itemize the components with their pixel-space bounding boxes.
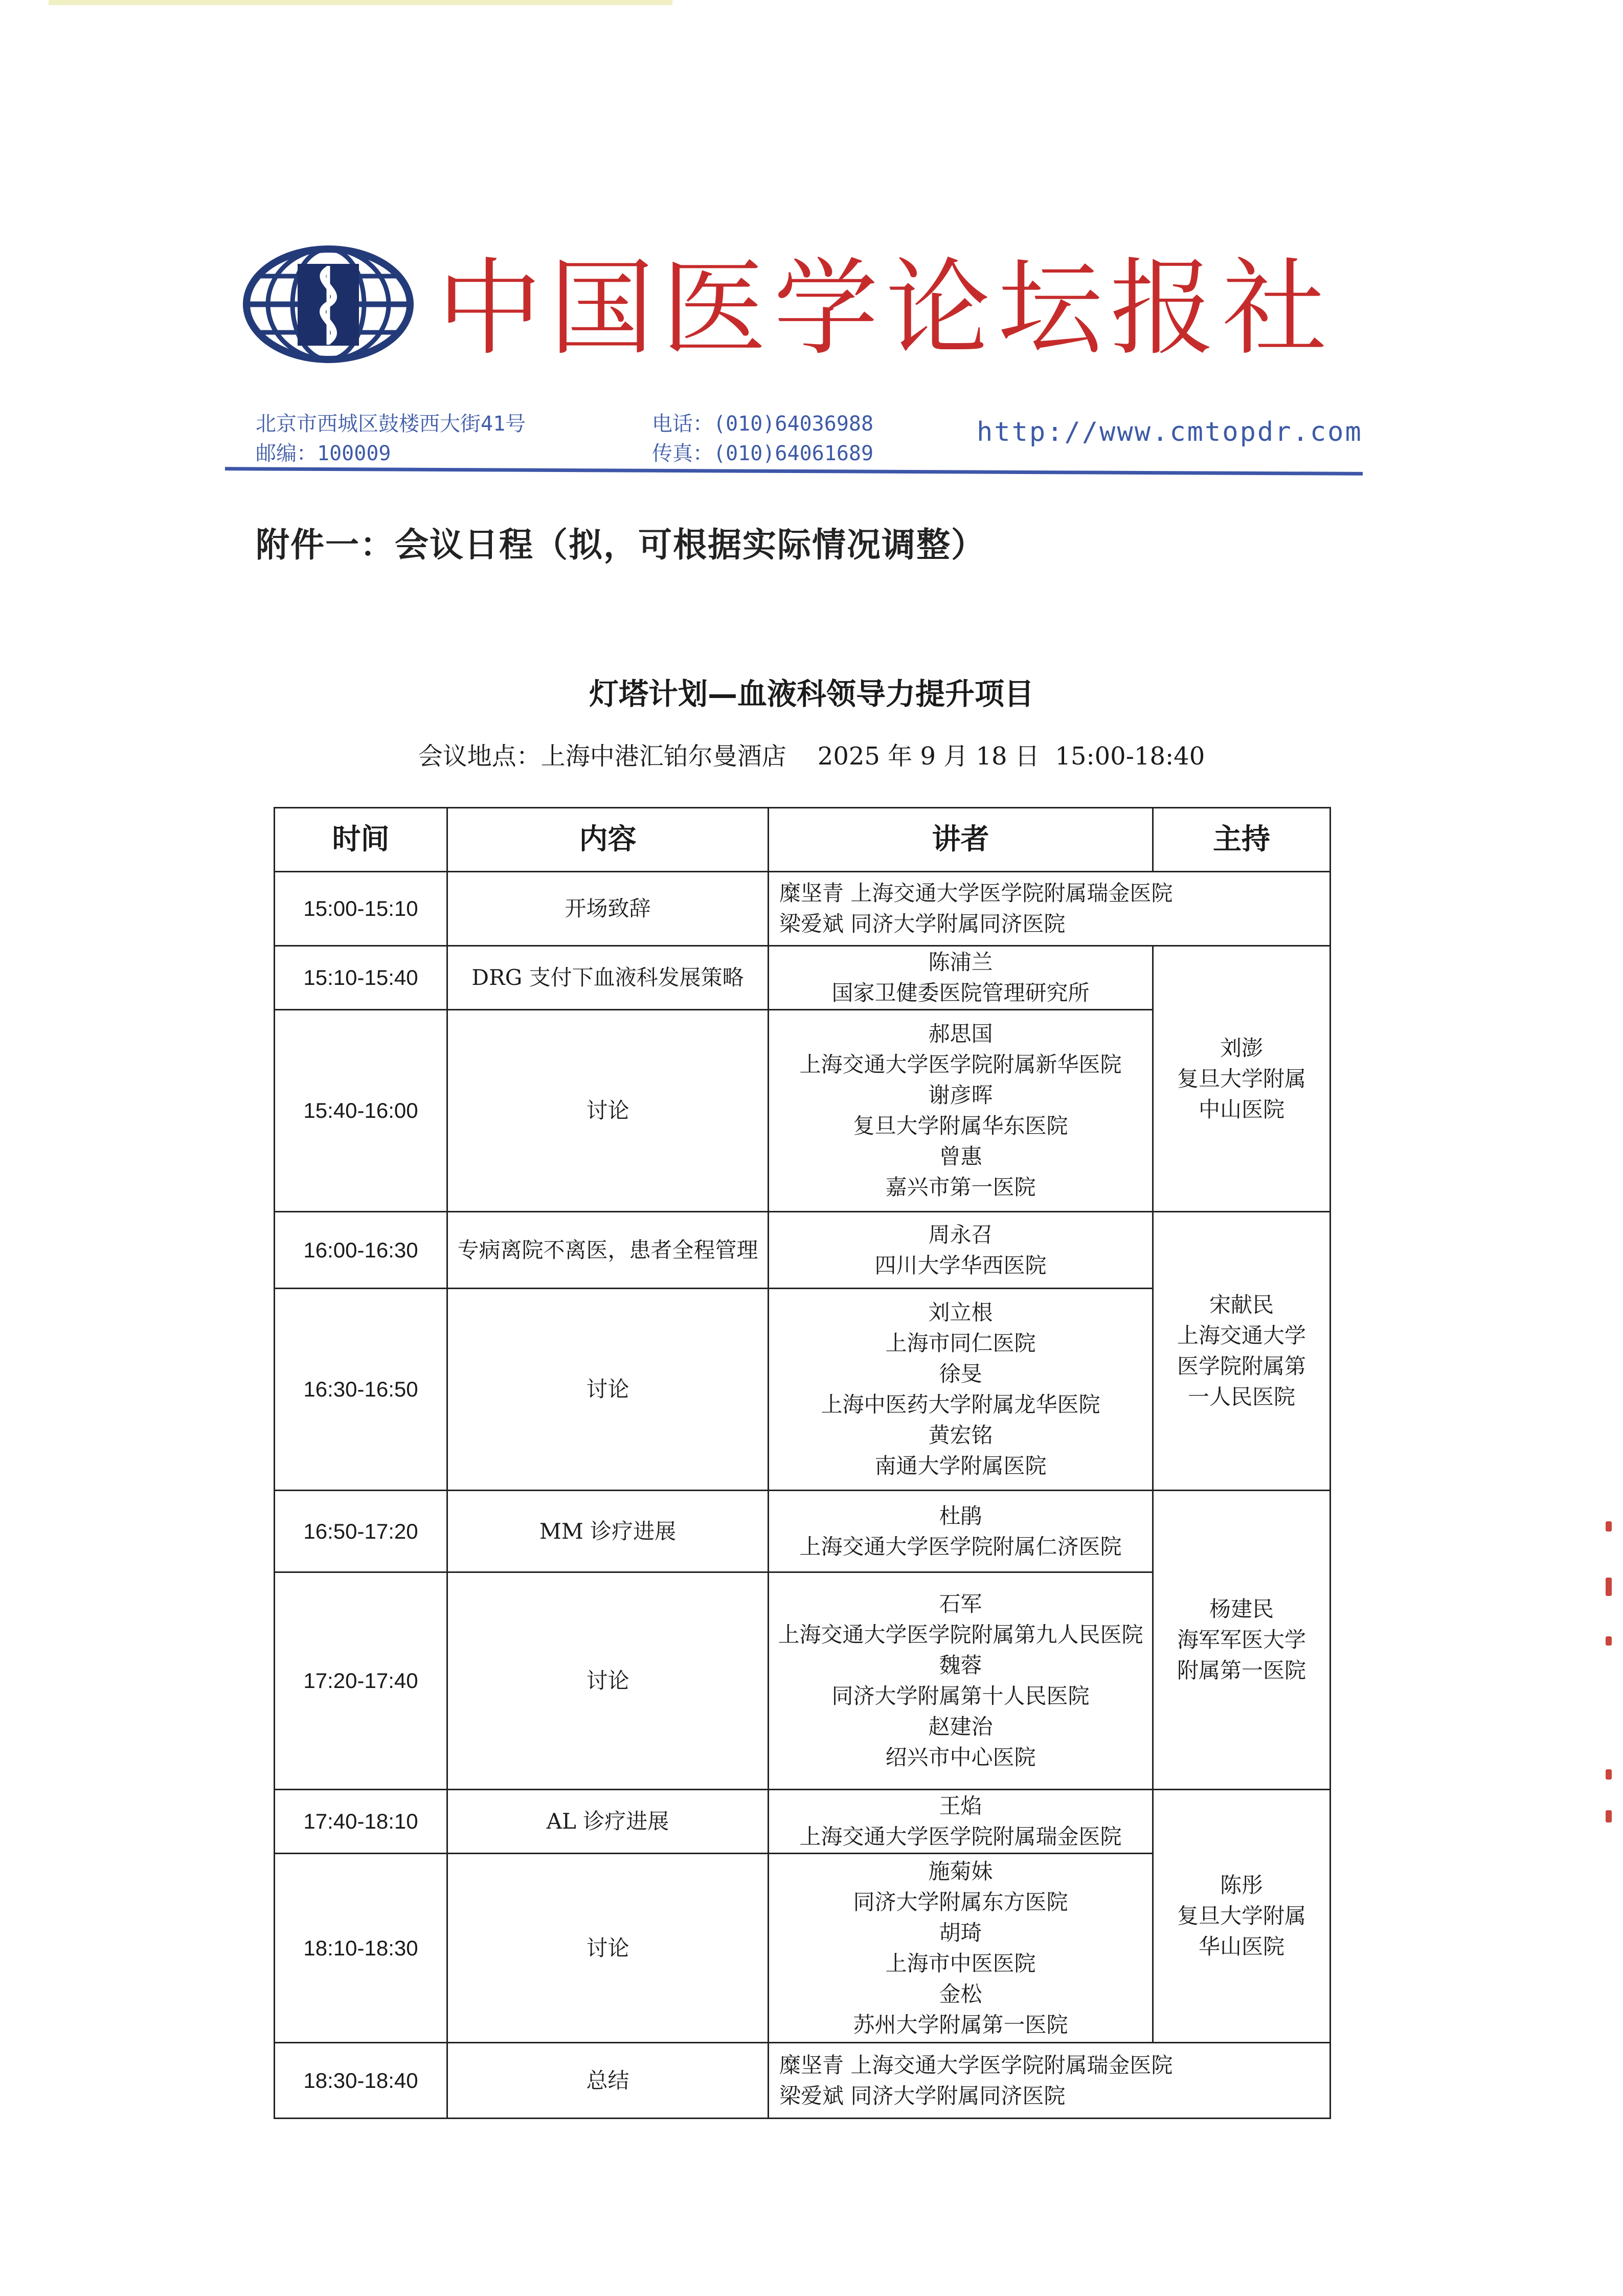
speaker-name: 郝思国 <box>928 1021 993 1046</box>
org-name-char: 国 <box>549 247 655 370</box>
speaker-affiliation: 上海交通大学医学院附属瑞金医院 <box>799 1824 1122 1849</box>
speaker-cell <box>769 2043 1331 2119</box>
content-cell: 讨论 <box>447 1572 769 1790</box>
org-name-char: 学 <box>773 247 878 370</box>
time-cell: 15:40-16:00 <box>275 1010 447 1212</box>
content-cell: 专病离院不离医，患者全程管理 <box>447 1212 769 1289</box>
time-cell: 15:10-15:40 <box>275 946 447 1010</box>
speaker-affiliation: 绍兴市中心医院 <box>885 1745 1036 1770</box>
speaker-name: 赵建治 <box>928 1714 993 1739</box>
scan-artifact-side <box>1606 1521 1612 1532</box>
speaker-affiliation: 上海交通大学医学院附属新华医院 <box>799 1052 1122 1077</box>
speaker-name: 胡琦 <box>939 1920 982 1945</box>
org-name-char: 报 <box>1110 247 1215 370</box>
meeting-title: 灯塔计划—血液科领导力提升项目 <box>589 677 1034 711</box>
speaker-name: 施菊妹 <box>928 1858 993 1884</box>
speaker-line: 梁爱斌 同济大学附属同济医院 <box>779 911 1066 936</box>
speaker-cell <box>769 872 1331 946</box>
speaker-affiliation: 苏州大学附属第一医院 <box>853 2012 1068 2037</box>
speaker-affiliation: 上海市同仁医院 <box>885 1331 1036 1356</box>
website-url: http://www.cmtopdr.com <box>977 417 1363 447</box>
speaker-affiliation: 复旦大学附属华东医院 <box>853 1113 1068 1138</box>
host-affiliation: 海军军医大学 <box>1177 1627 1306 1652</box>
time-cell: 18:10-18:30 <box>275 1854 447 2043</box>
speaker-affiliation: 上海市中医医院 <box>885 1950 1036 1976</box>
host-affiliation: 一人民医院 <box>1187 1384 1295 1409</box>
host-name: 陈彤 <box>1220 1873 1263 1898</box>
speaker-line: 梁爱斌 同济大学附属同济医院 <box>779 2083 1066 2108</box>
time-cell: 16:00-16:30 <box>275 1212 447 1289</box>
org-name-char: 坛 <box>998 247 1103 370</box>
globe-emblem-icon <box>240 244 417 365</box>
table-header-row <box>275 808 1331 872</box>
speaker-affiliation: 上海中医药大学附属龙华医院 <box>821 1392 1100 1417</box>
speaker-affiliation: 嘉兴市第一医院 <box>885 1175 1036 1200</box>
speaker-affiliation: 南通大学附属医院 <box>874 1453 1047 1478</box>
host-name: 杨建民 <box>1209 1596 1274 1622</box>
content-cell: 开场致辞 <box>447 872 769 946</box>
speaker-affiliation: 同济大学附属东方医院 <box>853 1889 1068 1915</box>
time-cell: 16:50-17:20 <box>275 1491 447 1572</box>
time-cell: 15:00-15:10 <box>275 872 447 946</box>
content-cell: MM 诊疗进展 <box>447 1491 769 1572</box>
attachment-title: 附件一：会议日程（拟，可根据实际情况调整） <box>256 525 986 565</box>
speaker-name: 杜鹃 <box>939 1503 982 1528</box>
org-name-char: 社 <box>1222 247 1327 370</box>
org-name-char: 中 <box>437 247 542 370</box>
scan-artifact-side <box>1606 1769 1612 1780</box>
scan-artifact-side <box>1606 1578 1612 1596</box>
address-block <box>256 409 526 468</box>
host-affiliation: 附属第一医院 <box>1177 1658 1306 1683</box>
speaker-affiliation: 同济大学附属第十人民医院 <box>831 1683 1090 1708</box>
letterhead <box>0 0 1623 565</box>
table-row <box>275 946 1331 1010</box>
speaker-name: 黄宏铭 <box>928 1423 993 1448</box>
speaker-cell <box>769 1572 1153 1790</box>
speaker-cell <box>769 1790 1153 1854</box>
host-affiliation: 医学院附属第 <box>1177 1354 1306 1379</box>
scan-artifact-side <box>1606 1636 1612 1646</box>
speaker-name: 魏蓉 <box>939 1653 982 1678</box>
phone-line: 电话：(010)64036988 <box>652 412 874 436</box>
host-cell <box>1153 946 1331 1212</box>
time-cell: 17:40-18:10 <box>275 1790 447 1854</box>
postcode-line: 邮编：100009 <box>256 442 391 465</box>
speaker-name: 周永召 <box>928 1222 993 1247</box>
speaker-name: 曾惠 <box>939 1144 982 1169</box>
speaker-affiliation: 国家卫健委医院管理研究所 <box>831 980 1090 1005</box>
column-header-content: 内容 <box>447 808 769 872</box>
meeting-info: 会议地点：上海中港汇铂尔曼酒店 2025 年 9 月 18 日 15:00-18:40 <box>418 742 1205 771</box>
speaker-name: 陈浦兰 <box>928 950 993 975</box>
speaker-affiliation: 上海交通大学医学院附属仁济医院 <box>799 1534 1122 1559</box>
organization-name <box>437 233 1327 370</box>
speaker-affiliation: 上海交通大学医学院附属第九人民医院 <box>778 1622 1143 1647</box>
host-name: 宋献民 <box>1209 1292 1274 1317</box>
host-cell <box>1153 1790 1331 2043</box>
time-cell: 16:30-16:50 <box>275 1289 447 1491</box>
fax-line: 传真：(010)64061689 <box>652 442 874 465</box>
org-name-char: 论 <box>886 247 991 370</box>
table-row <box>275 872 1331 946</box>
column-header-host: 主持 <box>1153 808 1331 872</box>
speaker-name: 王焰 <box>939 1793 982 1818</box>
speaker-cell <box>769 1289 1153 1491</box>
host-cell <box>1153 1491 1331 1790</box>
agenda-table <box>274 807 1331 2119</box>
content-cell: AL 诊疗进展 <box>447 1790 769 1854</box>
table-row <box>275 2043 1331 2119</box>
speaker-cell <box>769 1491 1153 1572</box>
host-affiliation: 中山医院 <box>1198 1096 1284 1122</box>
address-line: 北京市西城区鼓楼西大街41号 <box>256 412 526 436</box>
table-row <box>275 1491 1331 1572</box>
speaker-name: 石军 <box>939 1591 982 1616</box>
host-affiliation: 华山医院 <box>1198 1934 1284 1959</box>
time-cell: 18:30-18:40 <box>275 2043 447 2119</box>
host-affiliation: 上海交通大学 <box>1177 1323 1306 1348</box>
host-affiliation: 复旦大学附属 <box>1177 1903 1306 1928</box>
speaker-name: 刘立根 <box>928 1300 993 1325</box>
speaker-name: 谢彦晖 <box>928 1083 993 1108</box>
speaker-affiliation: 四川大学华西医院 <box>874 1252 1047 1278</box>
phone-block <box>652 409 873 468</box>
time-cell: 17:20-17:40 <box>275 1572 447 1790</box>
column-header-time: 时间 <box>275 808 447 872</box>
speaker-line: 糜坚青 上海交通大学医学院附属瑞金医院 <box>779 2052 1173 2078</box>
speaker-cell <box>769 1010 1153 1212</box>
host-name: 刘澎 <box>1220 1035 1263 1061</box>
content-cell: DRG 支付下血液科发展策略 <box>447 946 769 1010</box>
table-row <box>275 1790 1331 1854</box>
content-cell: 讨论 <box>447 1854 769 2043</box>
host-cell <box>1153 1212 1331 1491</box>
speaker-cell <box>769 1212 1153 1289</box>
speaker-cell <box>769 1854 1153 2043</box>
scan-artifact-side <box>1606 1810 1612 1822</box>
speaker-cell <box>769 946 1153 1010</box>
speaker-line: 糜坚青 上海交通大学医学院附属瑞金医院 <box>779 881 1173 906</box>
org-name-char: 医 <box>661 247 767 370</box>
host-affiliation: 复旦大学附属 <box>1177 1066 1306 1091</box>
content-cell: 讨论 <box>447 1289 769 1491</box>
speaker-name: 徐旻 <box>939 1361 982 1386</box>
table-row <box>275 1212 1331 1289</box>
content-cell: 总结 <box>447 2043 769 2119</box>
speaker-name: 金松 <box>939 1981 982 2007</box>
column-header-speaker: 讲者 <box>769 808 1153 872</box>
content-cell: 讨论 <box>447 1010 769 1212</box>
